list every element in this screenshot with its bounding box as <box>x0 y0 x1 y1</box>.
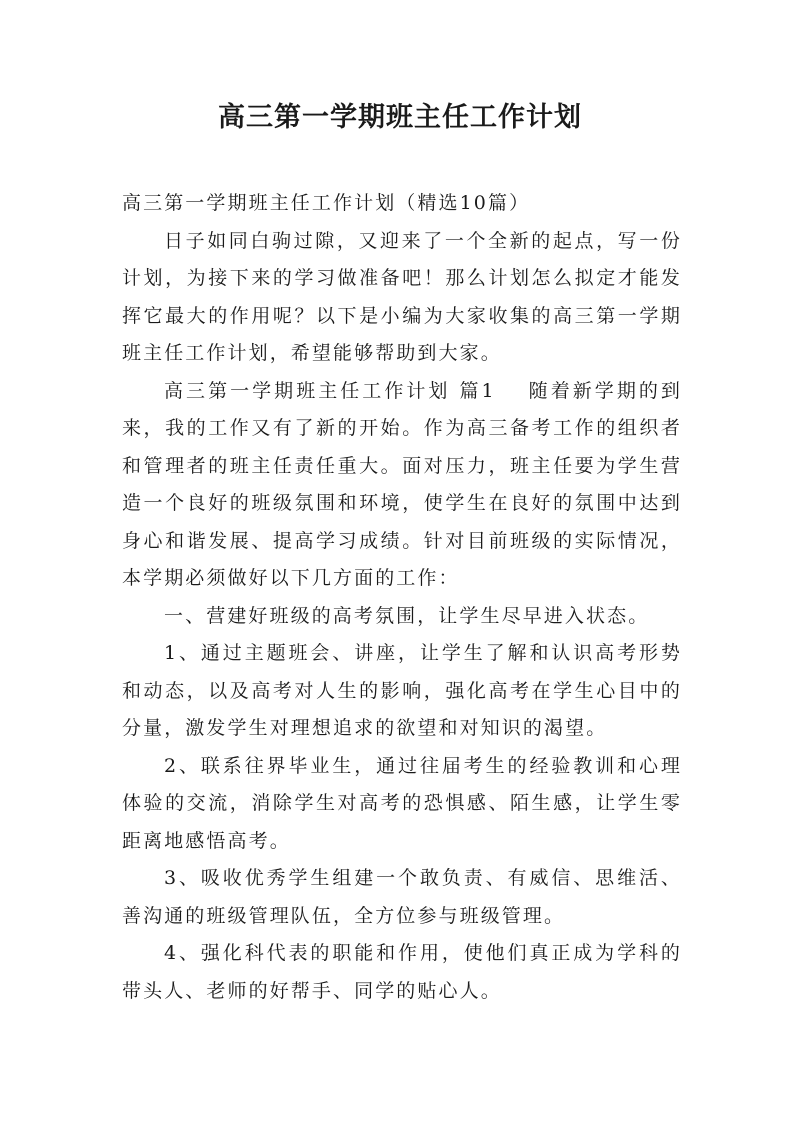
document-body <box>122 185 682 1010</box>
page-title: 高三第一学期班主任工作计划 <box>218 102 582 133</box>
list-item-2: 2、联系往界毕业生，通过往届考生的经验教训和心理体验的交流，消除学生对高考的恐惧感、陌生感，让学生零距离地感悟高考。 <box>122 754 682 852</box>
section-paragraph <box>122 373 682 598</box>
list-item-1: 1、通过主题班会、讲座，让学生了解和认识高考形势和动态，以及高考对人生的影响，强化高考在学生心目中的分量，激发学生对理想追求的欲望和对知识的渴望。 <box>122 642 682 739</box>
intro-paragraph: 日子如同白驹过隙，又迎来了一个全新的起点，写一份计划，为接下来的学习做准备吧！那么计划怎么拟定才能发挥它最大的作用呢？以下是小编为大家收集的高三第一学期班主任工作计划，希望能够帮助到大家。 <box>122 229 682 364</box>
list-item-4: 4、强化科代表的职能和作用，使他们真正成为学科的带头人、老师的好帮手、同学的贴心人。 <box>122 942 682 1002</box>
item-heading: 一、营建好班级的高考氛围，让学生尽早进入状态。 <box>164 604 650 627</box>
section-lead: 随着新学期的到来，我的工作又有了新的开始。作为高三备考工作的组织者和管理者的班主任责任重大。面对压力，班主任要为学生营造一个良好的班级氛围和环境，使学生在良好的氛围中达到身心和谐发展、提高学习成绩。针对目前班级的实际情况，本学期必须做好以下几方面的工作： <box>122 379 682 589</box>
document-subtitle: 高三第一学期班主任工作计划（精选10篇） <box>122 192 531 214</box>
section-heading: 高三第一学期班主任工作计划 篇1 <box>164 379 496 402</box>
list-item-3: 3、吸收优秀学生组建一个敢负责、有威信、思维活、善沟通的班级管理队伍，全方位参与班级管理。 <box>122 867 682 927</box>
